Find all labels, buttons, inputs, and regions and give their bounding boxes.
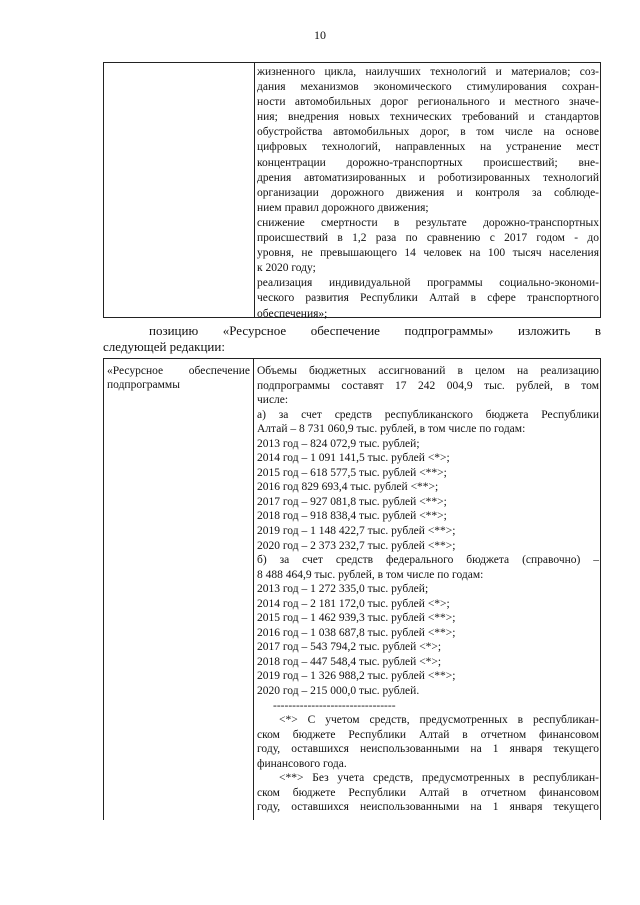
resource-text-line: 2016 год – 1 038 687,8 тыс. рублей <**>; [257, 626, 456, 639]
goals-text-line: жизненного цикла, наилучших технологий и материалов; соз- [257, 66, 599, 78]
resource-text-line: подпрограммы составят 17 242 004,9 тыс. рублей, в том [257, 379, 599, 392]
resource-label-line: подпрограммы [107, 379, 180, 391]
resource-text-line: финансового года. [257, 757, 347, 770]
goals-text-line: снижение смертности в результате дорожно-транспортных [257, 216, 599, 229]
goals-text-line: ния; внедрения новых технических требований и стандартов [257, 111, 599, 124]
instruction-line-2: следующей редакции: [103, 339, 225, 354]
goals-text-line: реализация индивидуальной программы социально-экономи- [257, 277, 599, 290]
goals-text-line: обустройства автомобильных дорог, в том числе на основе [257, 126, 599, 139]
instruction-line-1: позицию «Ресурсное обеспечение подпрограммы» изложить в [149, 323, 601, 338]
resource-table-label-cell [104, 359, 254, 820]
goals-text-line: организации дорожного движения и контроля за соблюде- [257, 186, 599, 199]
resource-text-line: 2013 год – 824 072,9 тыс. рублей; [257, 437, 420, 450]
resource-text-line: 2018 год – 918 838,4 тыс. рублей <**>; [257, 510, 447, 523]
resource-text-line: 2016 год 829 693,4 тыс. рублей <**>; [257, 481, 439, 494]
goals-text-line: дрения автоматизированных и роботизированных технологий [257, 171, 599, 184]
resource-label-line: «Ресурсное обеспечение [107, 365, 250, 377]
resource-text-line: году, оставшихся неиспользованными на 1 января текущего [257, 801, 599, 814]
resource-text-line: 2020 год – 215 000,0 тыс. рублей. [257, 685, 420, 698]
resource-text-line: <*> С учетом средств, предусмотренных в республикан- [279, 714, 599, 727]
goals-table-text-cell [257, 65, 599, 322]
resource-text-line: 2017 год – 543 794,2 тыс. рублей <*>; [257, 641, 442, 654]
goals-text-line: уровня, не превышающего 14 человек на 100 тысяч населения [257, 247, 599, 260]
goals-text-line: дания механизмов экономического стимулирования сохран- [257, 81, 599, 94]
resource-text-line: ском бюджете Республики Алтай в отчетном финансовом [257, 786, 599, 799]
resource-text-line: ском бюджете Республики Алтай в отчетном финансовом [257, 728, 599, 741]
resource-text-line: 2019 год – 1 148 422,7 тыс. рублей <**>; [257, 525, 456, 538]
goals-text-line: обеспечения»; [257, 307, 328, 320]
resource-text-line: числе: [257, 394, 289, 407]
goals-text-line: происшествий в 1,2 раза по сравнению с 2017 годом - до [257, 232, 599, 245]
resource-table [103, 358, 601, 820]
resource-text-line: 2015 год – 618 577,5 тыс. рублей <**>; [257, 466, 447, 479]
resource-text-line: году, оставшихся неиспользованными на 1 января текущего [257, 743, 599, 756]
resource-text-line: а) за счет средств республиканского бюджета Республики [257, 408, 599, 421]
goals-text-line: ческого развития Республики Алтай в сфере транспортного [257, 292, 599, 305]
resource-text-line: 2014 год – 1 091 141,5 тыс. рублей <*>; [257, 452, 450, 465]
resource-text-line: 8 488 464,9 тыс. рублей, в том числе по годам: [257, 568, 484, 581]
goals-table-left-cell [104, 63, 255, 317]
resource-text-line: б) за счет средств федерального бюджета (справочно) – [257, 554, 599, 567]
resource-text-line: 2019 год – 1 326 988,2 тыс. рублей <**>; [257, 670, 456, 683]
resource-text-line: 2013 год – 1 272 335,0 тыс. рублей; [257, 583, 429, 596]
resource-table-text-cell [257, 364, 599, 815]
goals-text-line: цифровых технологий, направленных на устранение мест [257, 141, 599, 154]
goals-text-line: нием правил дорожного движения; [257, 201, 429, 214]
resource-text-line: 2014 год – 2 181 172,0 тыс. рублей <*>; [257, 597, 450, 610]
goals-table [103, 62, 601, 318]
resource-text-line: <**> Без учета средств, предусмотренных в республикан- [279, 772, 599, 785]
page-number: 10 [314, 28, 326, 42]
amendment-instruction [103, 323, 601, 355]
resource-text-line: Объемы бюджетных ассигнований в целом на реализацию [257, 365, 599, 377]
goals-text-line: концентрации дорожно-транспортных происшествий; вне- [257, 156, 599, 169]
footnote-separator: -------------------------------- [273, 699, 396, 712]
resource-text-line: 2018 год – 447 548,4 тыс. рублей <*>; [257, 655, 442, 668]
goals-text-line: к 2020 году; [257, 262, 316, 275]
resource-text-line: 2015 год – 1 462 939,3 тыс. рублей <**>; [257, 612, 456, 625]
resource-text-line: Алтай – 8 731 060,9 тыс. рублей, в том числе по годам: [257, 423, 526, 436]
resource-text-line: 2020 год – 2 373 232,7 тыс. рублей <**>; [257, 539, 456, 552]
goals-text-line: ности автомобильных дорог регионального и местного значе- [257, 96, 599, 109]
resource-text-line: 2017 год – 927 081,8 тыс. рублей <**>; [257, 495, 447, 508]
